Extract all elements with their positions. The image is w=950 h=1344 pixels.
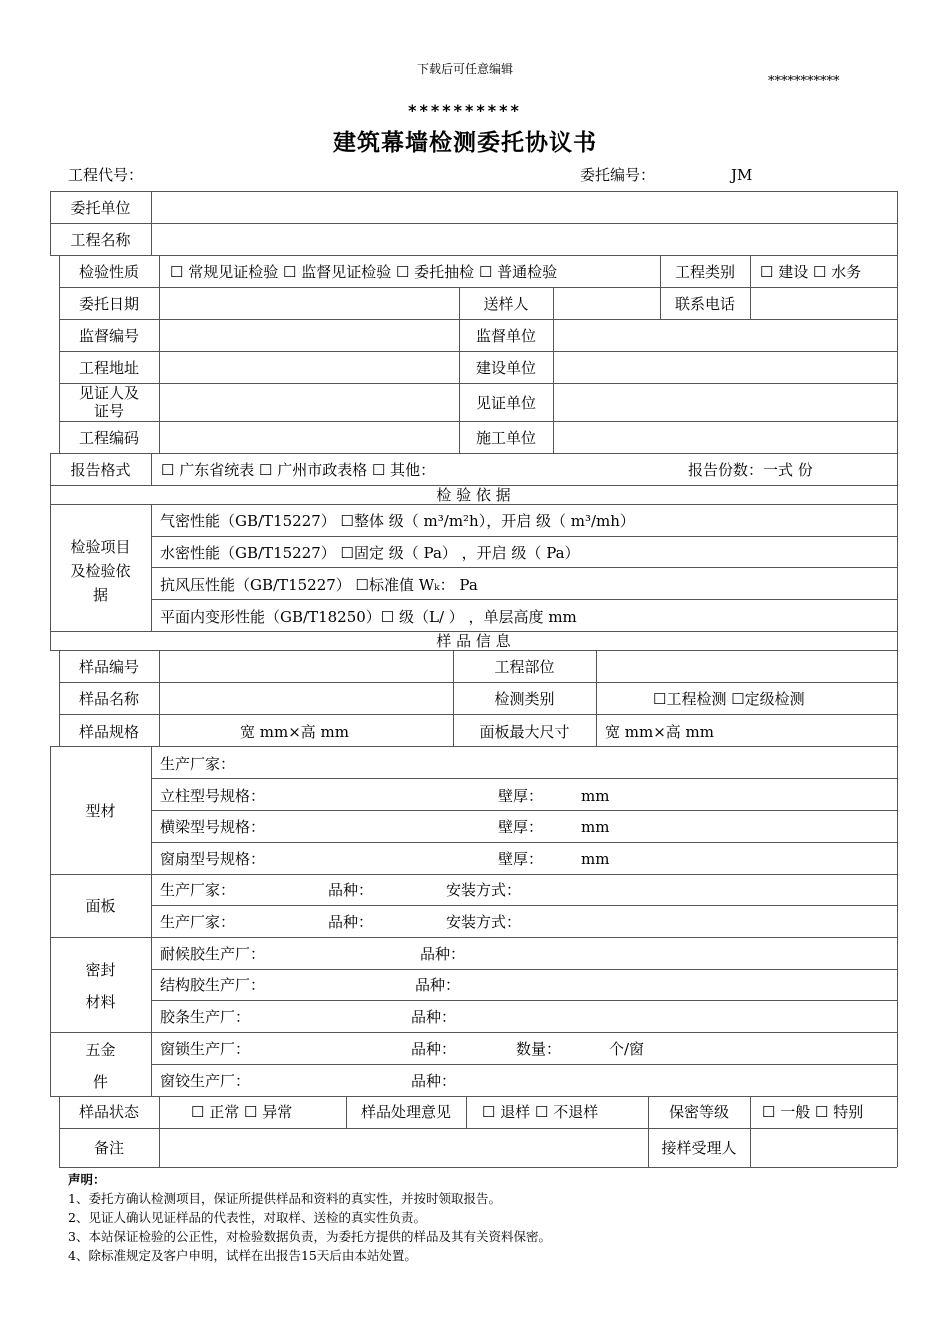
basis-side-label-2: 及检验依 <box>70 562 131 580</box>
sample-name-label: 样品名称 <box>78 690 139 708</box>
project-code2-field[interactable] <box>160 422 458 452</box>
project-category-label: 工程类别 <box>674 263 735 281</box>
test-type-label: 检测类别 <box>494 690 555 708</box>
title-stars: ********** <box>408 101 522 120</box>
note-2: 2、见证人确认见证样品的代表性，对取样、送检的真实性负责。 <box>68 1210 426 1225</box>
entrust-date-field[interactable] <box>160 288 458 318</box>
panel-install-1[interactable]: 安装方式： <box>446 881 522 899</box>
construction-unit-label: 建设单位 <box>475 359 536 377</box>
seal-label-2: 材料 <box>85 993 116 1011</box>
panel-maker-2[interactable]: 生产厂家： <box>160 913 236 931</box>
project-code-label: 工程代号： <box>68 166 144 184</box>
profile-label: 型材 <box>85 802 116 820</box>
mullion-wall-label: 壁厚： <box>498 787 544 805</box>
hinge-maker[interactable]: 窗铰生产厂： <box>160 1072 251 1090</box>
page-title: 建筑幕墙检测委托协议书 <box>333 130 597 156</box>
sender-label: 送样人 <box>483 295 529 313</box>
sender-field[interactable] <box>554 288 659 318</box>
lock-quantity[interactable]: 数量： <box>516 1040 562 1058</box>
download-note: 下载后可任意编辑 <box>416 62 513 76</box>
sash-spec[interactable]: 窗扇型号规格： <box>160 850 266 868</box>
transom-wall-label: 壁厚： <box>498 818 544 836</box>
entrust-no-value: JM <box>731 166 753 184</box>
max-panel-label: 面板最大尺寸 <box>479 723 570 741</box>
max-panel-value[interactable]: 宽 mm×高 mm <box>605 723 714 741</box>
sample-spec-label: 样品规格 <box>78 723 139 741</box>
in-plane-deformation-item[interactable]: 平面内变形性能（GB/T18250）☐ 级（L/ ） ，单层高度 mm <box>160 608 577 626</box>
supervision-unit-field[interactable] <box>554 320 896 350</box>
hardware-label-2: 件 <box>92 1073 108 1091</box>
client-field[interactable] <box>152 192 896 222</box>
witness-field[interactable] <box>160 384 458 420</box>
project-category-options[interactable]: ☐ 建设 ☐ 水务 <box>760 263 862 281</box>
gasket-variety[interactable]: 品种： <box>411 1008 457 1026</box>
test-type-options[interactable]: ☐工程检测 ☐定级检测 <box>653 690 805 708</box>
project-part-field[interactable] <box>597 651 896 681</box>
witness-label-1: 见证人及 <box>78 384 139 402</box>
basis-side-label-1: 检验项目 <box>70 538 131 556</box>
panel-install-2[interactable]: 安装方式： <box>446 913 522 931</box>
report-format-label: 报告格式 <box>70 461 131 479</box>
top-right-stars: *********** <box>768 74 840 89</box>
panel-maker-1[interactable]: 生产厂家： <box>160 881 236 899</box>
seal-label-1: 密封 <box>85 961 116 979</box>
witness-unit-field[interactable] <box>554 384 896 420</box>
profile-maker[interactable]: 生产厂家： <box>160 755 236 773</box>
supervision-unit-label: 监督单位 <box>475 327 536 345</box>
report-format-options[interactable]: ☐ 广东省统表 ☐ 广州市政表格 ☐ 其他： <box>161 461 436 479</box>
notes-heading: 声明： <box>68 1172 106 1187</box>
panel-variety-2[interactable]: 品种： <box>328 913 374 931</box>
inspection-nature-options[interactable]: ☐ 常规见证检验 ☐ 监督见证检验 ☐ 委托抽检 ☐ 普通检验 <box>170 263 558 281</box>
construction-unit-field[interactable] <box>554 352 896 382</box>
mullion-wall-unit: mm <box>581 787 610 805</box>
structural-sealant-maker[interactable]: 结构胶生产厂： <box>160 976 266 994</box>
sample-no-field[interactable] <box>160 651 452 681</box>
supervision-no-label: 监督编号 <box>78 327 139 345</box>
sash-wall-unit: mm <box>581 850 610 868</box>
sample-status-options[interactable]: ☐ 正常 ☐ 异常 <box>191 1103 293 1121</box>
project-address-label: 工程地址 <box>78 359 139 377</box>
remarks-field[interactable] <box>160 1129 647 1166</box>
air-tightness-item[interactable]: 气密性能（GB/T15227） ☐整体 级（ m³/m²h），开启 级（ m³/mh） <box>160 512 635 530</box>
phone-label: 联系电话 <box>674 295 735 313</box>
mullion-spec[interactable]: 立柱型号规格： <box>160 787 266 805</box>
gasket-maker[interactable]: 胶条生产厂： <box>160 1008 251 1026</box>
witness-label-2: 证号 <box>93 402 124 420</box>
client-label: 委托单位 <box>70 199 131 217</box>
basis-heading: 检 验 依 据 <box>436 486 511 504</box>
note-1: 1、委托方确认检测项目，保证所提供样品和资料的真实性，并按时领取报告。 <box>68 1191 501 1206</box>
lock-maker[interactable]: 窗锁生产厂： <box>160 1040 251 1058</box>
sample-heading: 样 品 信 息 <box>436 632 511 650</box>
hardware-label-1: 五金 <box>85 1041 116 1059</box>
transom-wall-unit: mm <box>581 818 610 836</box>
panel-variety-1[interactable]: 品种： <box>328 881 374 899</box>
lock-variety[interactable]: 品种： <box>411 1040 457 1058</box>
project-part-label: 工程部位 <box>494 658 555 676</box>
project-name-field[interactable] <box>152 224 896 254</box>
sample-handling-options[interactable]: ☐ 退样 ☐ 不退样 <box>482 1103 599 1121</box>
transom-spec[interactable]: 横梁型号规格： <box>160 818 266 836</box>
structural-sealant-variety[interactable]: 品种： <box>415 976 461 994</box>
secrecy-label: 保密等级 <box>668 1103 729 1121</box>
receiver-label: 接样受理人 <box>661 1139 737 1157</box>
project-address-field[interactable] <box>160 352 458 382</box>
water-tightness-item[interactable]: 水密性能（GB/T15227） ☐固定 级（ Pa） ，开启 级（ Pa） <box>160 544 580 562</box>
sash-wall-label: 壁厚： <box>498 850 544 868</box>
phone-field[interactable] <box>751 288 896 318</box>
sample-handling-label: 样品处理意见 <box>360 1103 451 1121</box>
receiver-field[interactable] <box>751 1129 896 1166</box>
sample-spec-value[interactable]: 宽 mm×高 mm <box>240 723 349 741</box>
witness-unit-label: 见证单位 <box>475 394 536 412</box>
note-4: 4、除标准规定及客户申明，试样在出报告15天后由本站处置。 <box>68 1248 417 1263</box>
remarks-label: 备注 <box>93 1139 124 1157</box>
builder-unit-field[interactable] <box>554 422 896 452</box>
hinge-variety[interactable]: 品种： <box>411 1072 457 1090</box>
weather-sealant-variety[interactable]: 品种： <box>420 945 466 963</box>
weather-sealant-maker[interactable]: 耐候胶生产厂： <box>160 945 266 963</box>
report-copies: 报告份数：一式 份 <box>688 461 813 479</box>
entrust-no-label: 委托编号： <box>580 166 656 184</box>
entrust-date-label: 委托日期 <box>78 295 139 313</box>
sample-no-label: 样品编号 <box>78 658 139 676</box>
sample-name-field[interactable] <box>160 683 452 713</box>
wind-pressure-item[interactable]: 抗风压性能（GB/T15227） ☐标准值 Wₖ： Pa <box>160 576 478 594</box>
inspection-nature-label: 检验性质 <box>78 263 139 281</box>
supervision-no-field[interactable] <box>160 320 458 350</box>
secrecy-options[interactable]: ☐ 一般 ☐ 特别 <box>762 1103 864 1121</box>
builder-unit-label: 施工单位 <box>475 429 536 447</box>
sample-status-label: 样品状态 <box>78 1103 139 1121</box>
basis-side-label-3: 据 <box>92 586 108 604</box>
project-code2-label: 工程编码 <box>78 429 139 447</box>
note-3: 3、本站保证检验的公正性，对检验数据负责，为委托方提供的样品及其有关资料保密。 <box>68 1229 551 1244</box>
lock-per-window: 个/窗 <box>609 1040 645 1058</box>
panel-label: 面板 <box>85 897 116 915</box>
project-name-label: 工程名称 <box>70 231 131 249</box>
